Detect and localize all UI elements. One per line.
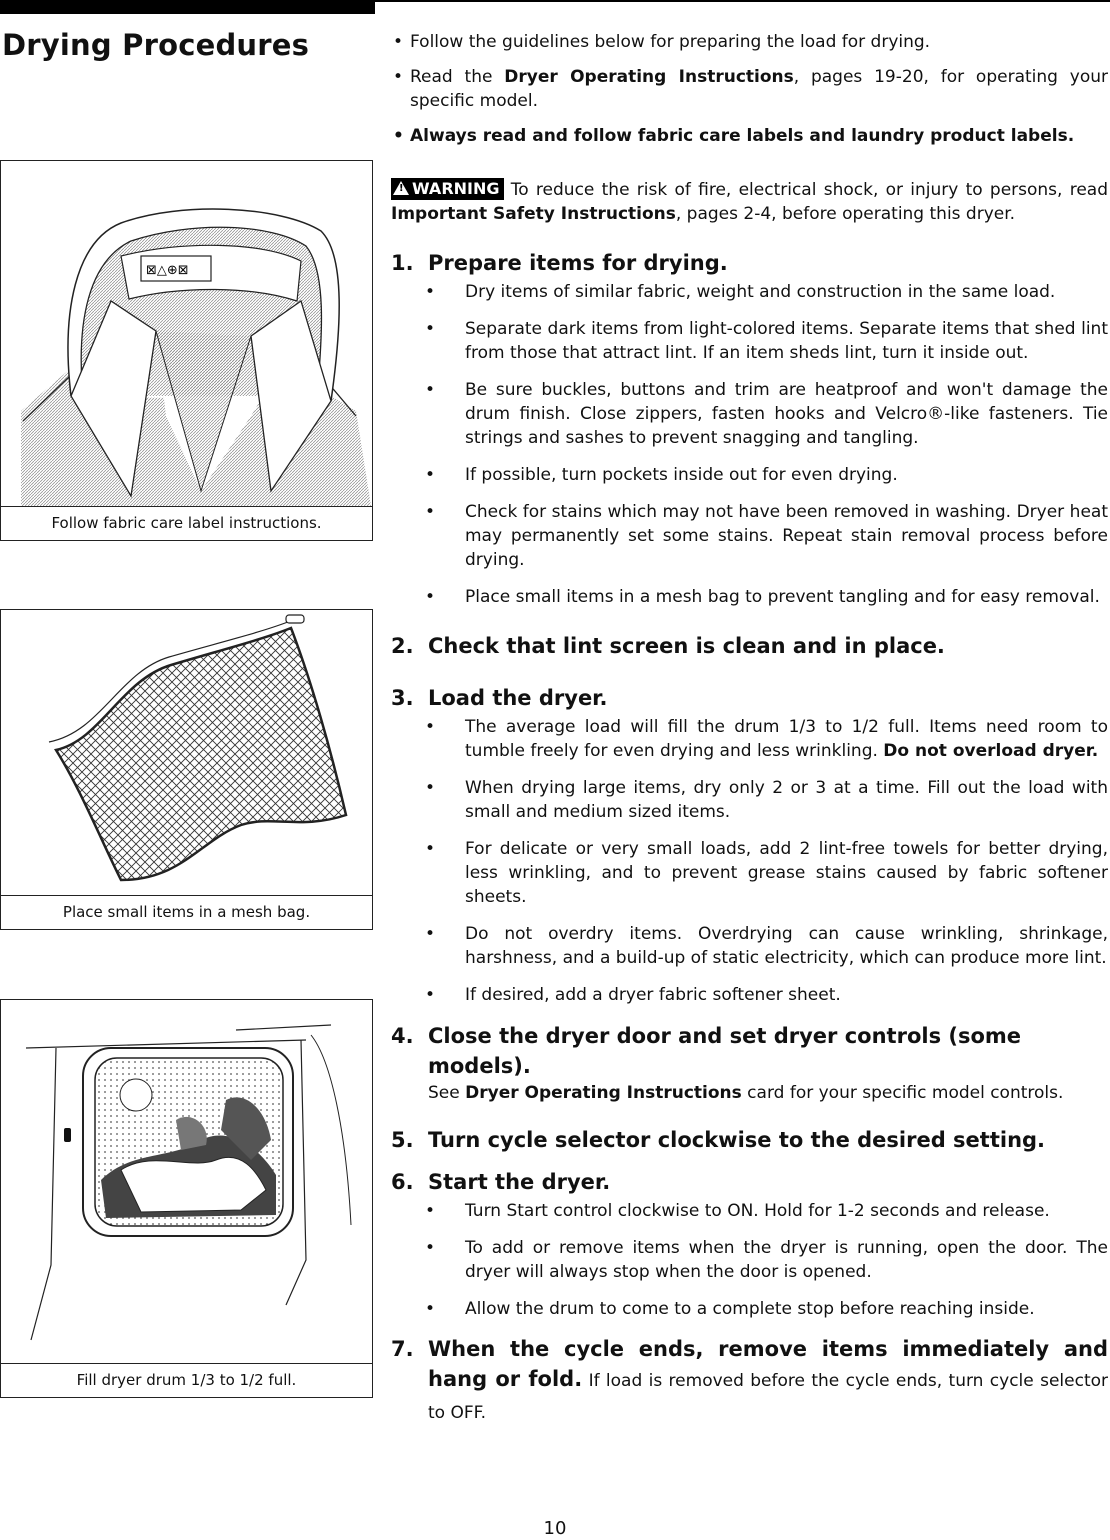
svg-text:⊠△⊕⊠: ⊠△⊕⊠ — [146, 263, 189, 278]
mesh-bag-illustration — [1, 610, 372, 895]
warning-triangle-icon: ! — [393, 181, 409, 195]
figure-caption: Follow fabric care label instructions. — [1, 506, 372, 540]
step-1-item: • If possible, turn pockets inside out for even drying. — [391, 463, 1108, 487]
step-1-item: • Place small items in a mesh bag to prevent tangling and for easy removal. — [391, 585, 1108, 609]
step-3-item: • If desired, add a dryer fabric softener sheet. — [391, 983, 1108, 1007]
step-6-item: • Allow the drum to come to a complete stop before reaching inside. — [391, 1297, 1108, 1321]
step-7-heading: 7. When the cycle ends, remove items immediately and hang or fold. If load is removed before the cycle ends, turn cycle selector to OFF. — [391, 1337, 1108, 1423]
dryer-drum-illustration — [1, 1000, 372, 1363]
step-3-heading: 3. Load the dryer. — [391, 686, 608, 710]
step-4-heading: 4. Close the dryer door and set dryer controls (some models). — [391, 1024, 1022, 1078]
intro-bullet: • Read the Dryer Operating Instructions, pages 19-20, for operating your specific model. — [391, 65, 1108, 113]
header-rule-thin — [375, 0, 1110, 2]
figure-care-label — [0, 160, 373, 541]
header-rule-thick — [0, 0, 375, 14]
figure-caption: Place small items in a mesh bag. — [1, 895, 372, 929]
step-6-item: • To add or remove items when the dryer is running, open the door. The dryer will always stop when the door is opened. — [391, 1236, 1108, 1284]
page-title: Drying Procedures — [2, 28, 310, 62]
page-number: 10 — [543, 1518, 567, 1539]
step-5-heading: 5. Turn cycle selector clockwise to the desired setting. — [391, 1128, 1046, 1152]
step-3-item: • For delicate or very small loads, add 2 lint-free towels for better drying, less wrinkling, and to prevent grease stains caused by fabric softener sheets. — [391, 837, 1108, 909]
step-1-item: • Check for stains which may not have been removed in washing. Dryer heat may permanently set some stains. Repeat stain removal process before drying. — [391, 500, 1108, 572]
warning-paragraph: ! WARNING To reduce the risk of fire, electrical shock, or injury to persons, read Important Safety Instructions, pages 2-4, before operating this dryer. — [391, 179, 1108, 224]
figure-mesh-bag — [0, 609, 373, 930]
warning-badge: ! WARNING — [391, 178, 504, 200]
main-content — [391, 30, 1108, 1428]
figure-dryer-drum — [0, 999, 373, 1398]
step-1-item: • Dry items of similar fabric, weight and construction in the same load. — [391, 280, 1108, 304]
step-6-item: • Turn Start control clockwise to ON. Hold for 1-2 seconds and release. — [391, 1199, 1108, 1223]
step-6-heading: 6. Start the dryer. — [391, 1170, 611, 1194]
step-4-note: See Dryer Operating Instructions card for your specific model controls. — [428, 1083, 1064, 1103]
step-1-heading: 1. Prepare items for drying. — [391, 251, 728, 275]
step-1-item: • Be sure buckles, buttons and trim are heatproof and won't damage the drum finish. Close zippers, fasten hooks and Velcro®-like fasteners. Tie strings and sashes to prevent snagging and tangling. — [391, 378, 1108, 450]
intro-bullet-emphasis: • Always read and follow fabric care labels and laundry product labels. — [391, 124, 1108, 148]
step-3-item: • When drying large items, dry only 2 or 3 at a time. Fill out the load with small and medium sized items. — [391, 776, 1108, 824]
shirt-collar-illustration — [1, 161, 372, 506]
step-1-item: • Separate dark items from light-colored items. Separate items that shed lint from those that attract lint. If an item sheds lint, turn it inside out. — [391, 317, 1108, 365]
intro-bullet: • Follow the guidelines below for preparing the load for drying. — [391, 30, 1108, 54]
figure-caption: Fill dryer drum 1/3 to 1/2 full. — [1, 1363, 372, 1397]
step-3-item: • The average load will fill the drum 1/3 to 1/2 full. Items need room to tumble freely for even drying and less wrinkling. Do not overload dryer. — [391, 715, 1108, 763]
step-2-heading: 2. Check that lint screen is clean and in place. — [391, 634, 945, 658]
step-3-item: • Do not overdry items. Overdrying can cause wrinkling, shrinkage, harshness, and a build-up of static electricity, which can produce more lint. — [391, 922, 1108, 970]
